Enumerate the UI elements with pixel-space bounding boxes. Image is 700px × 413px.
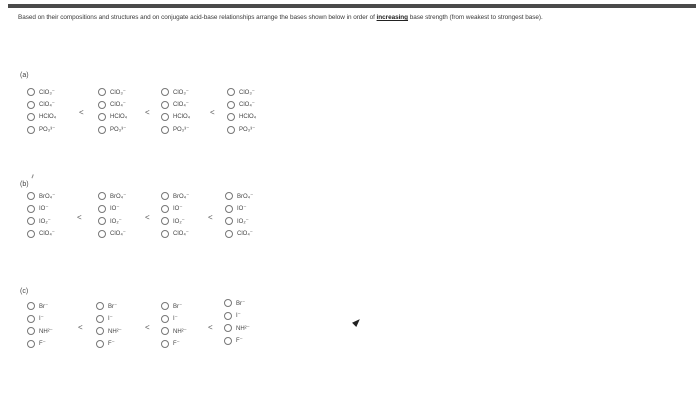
radio-option[interactable]: I⁻ (96, 313, 156, 326)
radio-option[interactable]: ClO₄⁻ (225, 228, 285, 241)
radio-option[interactable]: I⁻ (224, 310, 284, 323)
radio-option[interactable]: BrO₄⁻ (161, 190, 221, 203)
question-emphasis: increasing (376, 14, 409, 21)
radio-circle-icon[interactable] (98, 217, 106, 225)
radio-option[interactable]: IO₂⁻ (98, 215, 158, 228)
radio-circle-icon[interactable] (224, 324, 232, 332)
radio-option[interactable]: IO⁻ (161, 203, 221, 216)
radio-circle-icon[interactable] (27, 101, 35, 109)
less-than-separator: < (145, 108, 150, 117)
radio-option[interactable]: IO⁻ (225, 203, 285, 216)
radio-option[interactable]: Br⁻ (27, 300, 87, 313)
radio-option[interactable]: NH²⁻ (161, 325, 221, 338)
radio-circle-icon[interactable] (27, 315, 35, 323)
radio-option[interactable]: I⁻ (161, 313, 221, 326)
radio-circle-icon[interactable] (27, 230, 35, 238)
less-than-separator: < (145, 213, 150, 222)
radio-circle-icon[interactable] (98, 126, 106, 134)
radio-option[interactable]: IO₂⁻ (27, 215, 87, 228)
radio-circle-icon[interactable] (98, 113, 106, 121)
radio-circle-icon[interactable] (224, 337, 232, 345)
part-a-label: (a) (20, 72, 29, 79)
less-than-separator: < (78, 323, 83, 332)
radio-circle-icon[interactable] (27, 126, 35, 134)
radio-circle-icon[interactable] (161, 217, 169, 225)
radio-option[interactable]: IO₂⁻ (225, 215, 285, 228)
radio-option[interactable]: BrO₄⁻ (225, 190, 285, 203)
radio-circle-icon[interactable] (98, 205, 106, 213)
radio-option[interactable]: Br⁻ (161, 300, 221, 313)
radio-circle-icon[interactable] (27, 302, 35, 310)
radio-option[interactable]: BrO₄⁻ (98, 190, 158, 203)
radio-circle-icon[interactable] (27, 88, 35, 96)
radio-option[interactable]: Br⁻ (96, 300, 156, 313)
radio-circle-icon[interactable] (161, 192, 169, 200)
radio-option[interactable]: IO⁻ (27, 203, 87, 216)
radio-option[interactable]: F⁻ (224, 335, 284, 348)
part-c-col-4 (224, 297, 284, 347)
part-b-label: (b) (20, 181, 29, 188)
radio-circle-icon[interactable] (98, 230, 106, 238)
radio-circle-icon[interactable] (27, 217, 35, 225)
part-a-col-1 (27, 86, 87, 136)
radio-option[interactable]: PO₃³⁻ (227, 124, 287, 137)
radio-option[interactable]: ClO₄⁻ (227, 99, 287, 112)
radio-circle-icon[interactable] (27, 205, 35, 213)
radio-circle-icon[interactable] (161, 88, 169, 96)
radio-circle-icon[interactable] (225, 192, 233, 200)
less-than-separator: < (208, 323, 213, 332)
radio-circle-icon[interactable] (96, 340, 104, 348)
radio-circle-icon[interactable] (161, 126, 169, 134)
less-than-separator: < (210, 108, 215, 117)
radio-option[interactable]: ClO₄⁻ (161, 99, 221, 112)
radio-circle-icon[interactable] (161, 315, 169, 323)
radio-option[interactable]: HClO₄ (98, 111, 158, 124)
radio-option[interactable]: ClO₄⁻ (27, 99, 87, 112)
radio-circle-icon[interactable] (27, 327, 35, 335)
radio-circle-icon[interactable] (96, 315, 104, 323)
radio-circle-icon[interactable] (224, 312, 232, 320)
less-than-separator: < (79, 108, 84, 117)
radio-circle-icon[interactable] (161, 230, 169, 238)
radio-option[interactable]: ClO₄⁻ (27, 228, 87, 241)
tick-mark (31, 174, 37, 179)
radio-option[interactable]: IO₂⁻ (161, 215, 221, 228)
radio-circle-icon[interactable] (227, 113, 235, 121)
radio-option[interactable]: HClO₄ (161, 111, 221, 124)
radio-circle-icon[interactable] (27, 340, 35, 348)
radio-option[interactable]: PO₃³⁻ (98, 124, 158, 137)
radio-option[interactable]: ClO₃⁻ (98, 86, 158, 99)
radio-option[interactable]: ClO₄⁻ (98, 99, 158, 112)
radio-circle-icon[interactable] (225, 205, 233, 213)
less-than-separator: < (77, 213, 82, 222)
part-a-col-4 (227, 86, 287, 136)
radio-option[interactable]: ClO₄⁻ (98, 228, 158, 241)
radio-circle-icon[interactable] (225, 230, 233, 238)
radio-option[interactable]: ClO₃⁻ (227, 86, 287, 99)
radio-circle-icon[interactable] (161, 327, 169, 335)
radio-circle-icon[interactable] (161, 205, 169, 213)
radio-option[interactable]: Br⁻ (224, 297, 284, 310)
radio-circle-icon[interactable] (96, 327, 104, 335)
radio-option[interactable]: NH²⁻ (27, 325, 87, 338)
radio-option[interactable]: NH²⁻ (96, 325, 156, 338)
radio-circle-icon[interactable] (227, 88, 235, 96)
radio-circle-icon[interactable] (227, 126, 235, 134)
radio-option[interactable]: HClO₄ (227, 111, 287, 124)
radio-option[interactable]: F⁻ (27, 338, 87, 351)
radio-option[interactable]: NH²⁻ (224, 322, 284, 335)
radio-option[interactable]: HClO₄ (27, 111, 87, 124)
radio-circle-icon[interactable] (96, 302, 104, 310)
radio-option[interactable]: PO₃³⁻ (27, 124, 87, 137)
radio-option[interactable]: BrO₄⁻ (27, 190, 87, 203)
radio-circle-icon[interactable] (98, 101, 106, 109)
radio-circle-icon[interactable] (98, 88, 106, 96)
radio-circle-icon[interactable] (161, 101, 169, 109)
radio-option[interactable]: F⁻ (96, 338, 156, 351)
radio-option[interactable]: I⁻ (27, 313, 87, 326)
radio-circle-icon[interactable] (224, 299, 232, 307)
radio-circle-icon[interactable] (27, 113, 35, 121)
radio-circle-icon[interactable] (27, 192, 35, 200)
part-c-label: (c) (20, 288, 29, 295)
question-frame (8, 4, 696, 410)
mouse-cursor-icon (352, 317, 362, 327)
radio-circle-icon[interactable] (161, 113, 169, 121)
less-than-separator: < (145, 323, 150, 332)
part-b-col-4 (225, 190, 285, 240)
less-than-separator: < (208, 213, 213, 222)
radio-circle-icon[interactable] (161, 340, 169, 348)
radio-option[interactable]: ClO₃⁻ (161, 86, 221, 99)
radio-option[interactable]: F⁻ (161, 338, 221, 351)
radio-option[interactable]: PO₃³⁻ (161, 124, 221, 137)
radio-circle-icon[interactable] (161, 302, 169, 310)
radio-circle-icon[interactable] (227, 101, 235, 109)
radio-circle-icon[interactable] (98, 192, 106, 200)
radio-circle-icon[interactable] (225, 217, 233, 225)
radio-option[interactable]: IO⁻ (98, 203, 158, 216)
radio-option[interactable]: ClO₄⁻ (161, 228, 221, 241)
question-text: Based on their compositions and structures and on conjugate acid-base relationships arrange the bases shown below in order of increasing base strength (from weakest to strongest base). (18, 14, 543, 21)
radio-option[interactable]: ClO₃⁻ (27, 86, 87, 99)
